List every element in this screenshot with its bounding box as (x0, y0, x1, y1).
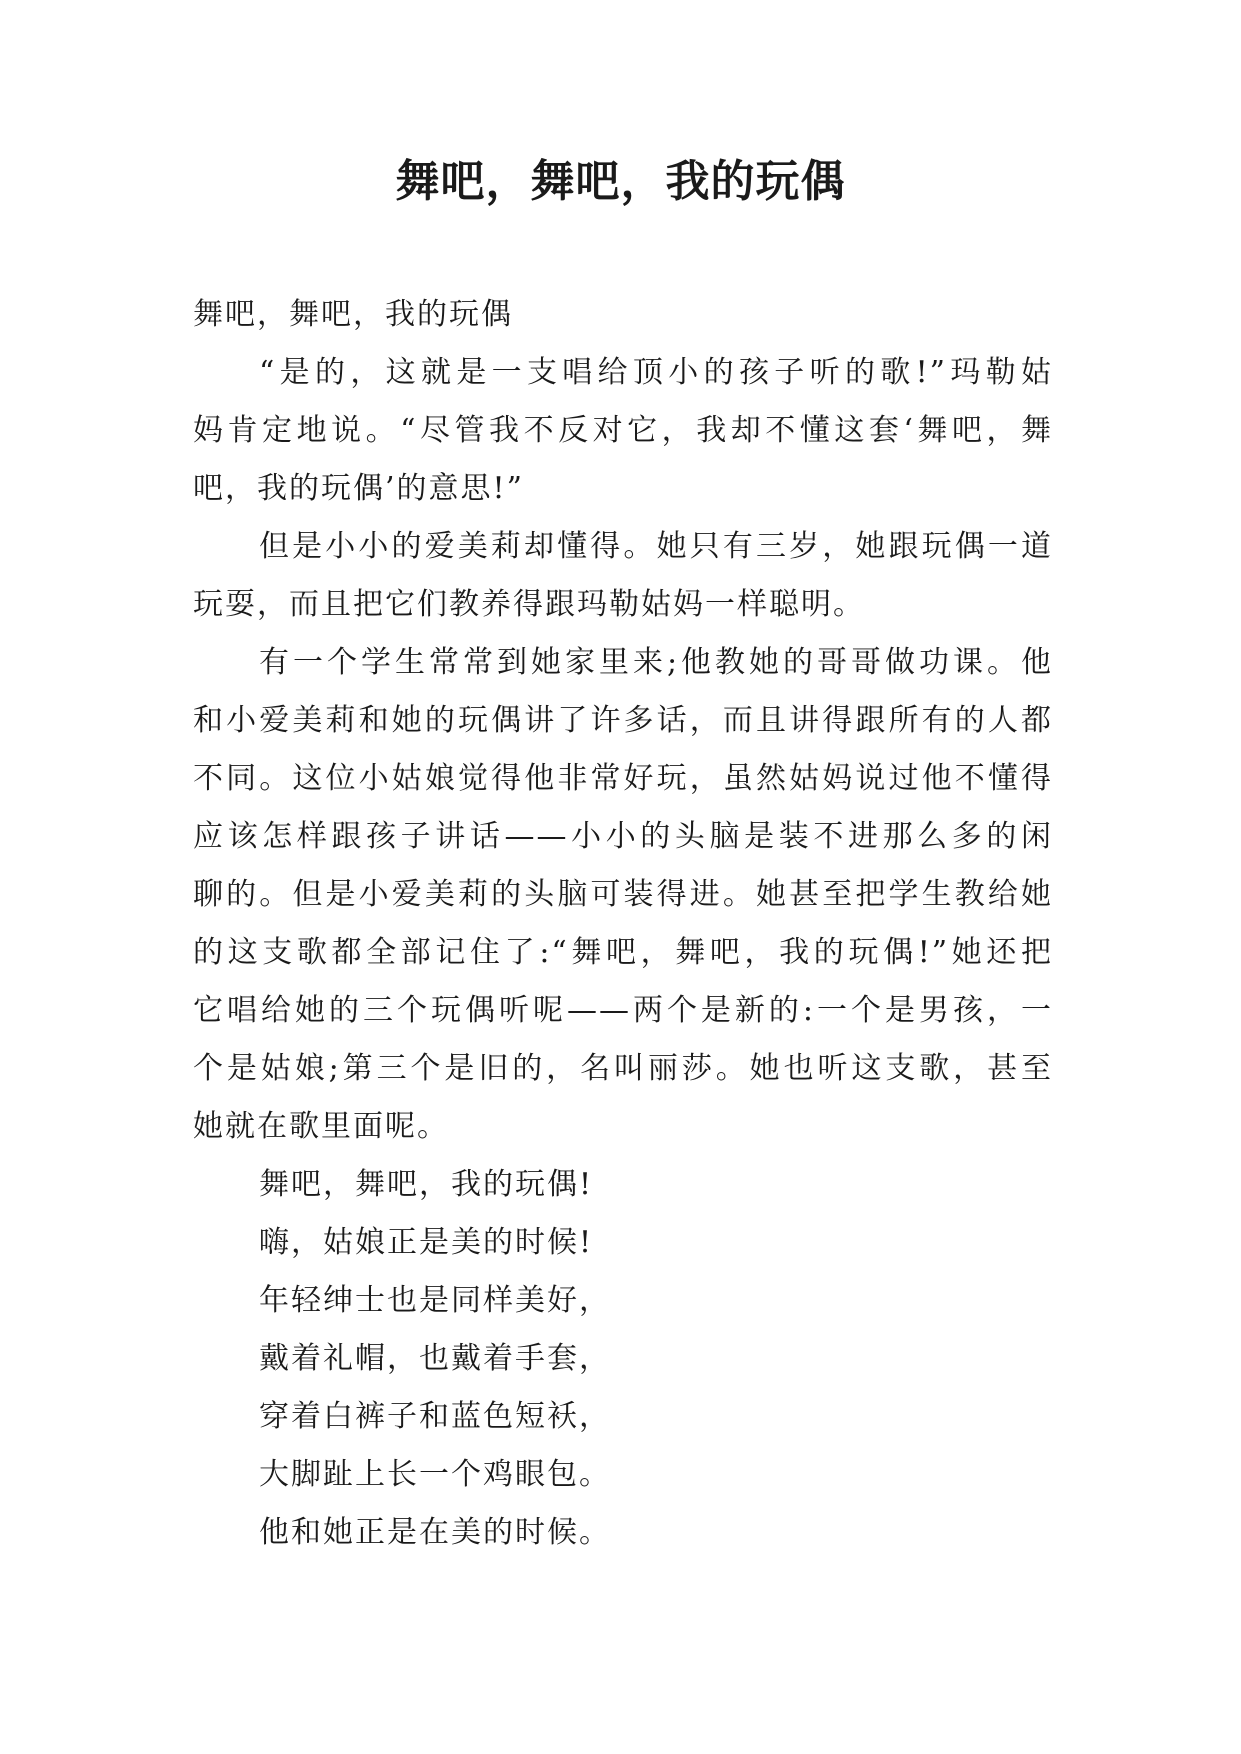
text-line: 它唱给她的三个玩偶听呢——两个是新的:一个是男孩，一 (193, 993, 1053, 1028)
text-line: 年轻绅士也是同样美好， (259, 1283, 611, 1318)
text-line: 他和她正是在美的时候。 (259, 1515, 611, 1550)
text-line: 不同。这位小姑娘觉得他非常好玩，虽然姑妈说过他不懂得 (193, 761, 1053, 796)
text-line: 舞吧，舞吧，我的玩偶! (259, 1167, 594, 1202)
text-line: 她就在歌里面呢。 (193, 1109, 449, 1144)
text-line: 玩耍，而且把它们教养得跟玛勒姑妈一样聪明。 (193, 587, 865, 622)
text-line: 大脚趾上长一个鸡眼包。 (259, 1457, 611, 1492)
text-line: 嗨，姑娘正是美的时候! (259, 1225, 594, 1260)
text-line: 应该怎样跟孩子讲话——小小的头脑是装不进那么多的闲 (193, 819, 1053, 854)
document-title: 舞吧，舞吧，我的玩偶 (395, 156, 846, 207)
text-line: 聊的。但是小爱美莉的头脑可装得进。她甚至把学生教给她 (193, 877, 1053, 912)
text-line: 妈肯定地说。“尽管我不反对它，我却不懂这套‘舞吧，舞 (193, 413, 1053, 448)
text-line: 戴着礼帽，也戴着手套， (259, 1341, 611, 1376)
text-line: 但是小小的爱美莉却懂得。她只有三岁，她跟玩偶一道 (259, 529, 1053, 564)
text-line: 和小爱美莉和她的玩偶讲了许多话，而且讲得跟所有的人都 (193, 703, 1053, 738)
text-line: 舞吧，舞吧，我的玩偶 (193, 297, 513, 332)
text-line: 有一个学生常常到她家里来;他教她的哥哥做功课。他 (259, 645, 1053, 680)
text-line: 个是姑娘;第三个是旧的，名叫丽莎。她也听这支歌，甚至 (193, 1051, 1053, 1086)
text-line: 吧，我的玩偶’的意思!” (193, 471, 524, 506)
text-line: 穿着白裤子和蓝色短袄， (259, 1399, 611, 1434)
text-line: “是的，这就是一支唱给顶小的孩子听的歌!”玛勒姑 (259, 355, 1053, 390)
text-line: 的这支歌都全部记住了:“舞吧，舞吧，我的玩偶!”她还把 (193, 935, 1053, 970)
document-body (193, 286, 1053, 1562)
